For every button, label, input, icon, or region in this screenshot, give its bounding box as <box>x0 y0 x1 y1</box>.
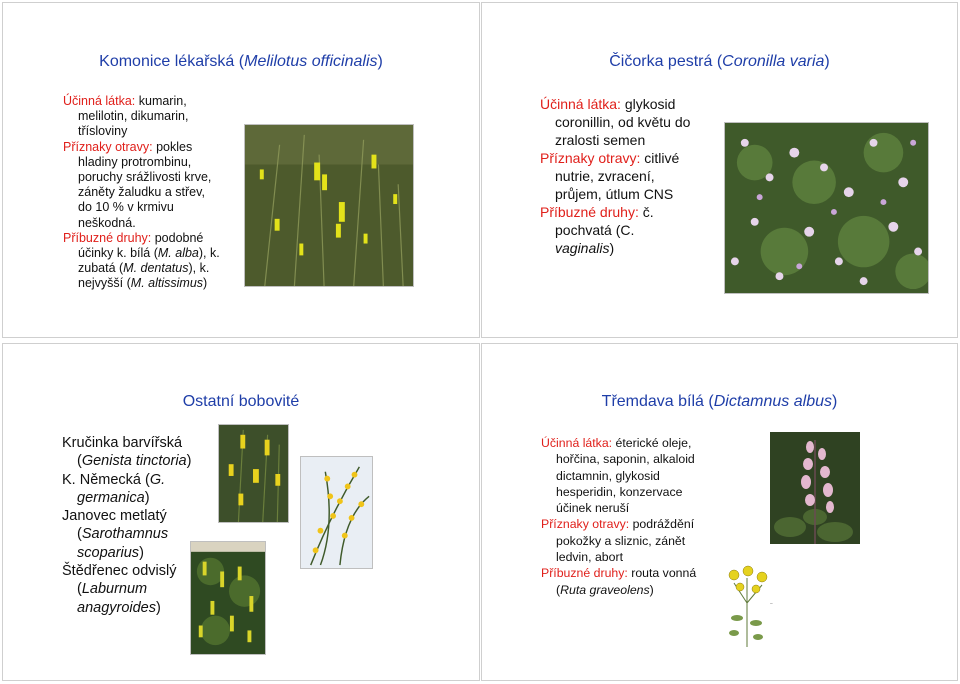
melilotus-photo <box>244 124 414 287</box>
symptoms-label: Příznaky otravy: <box>540 150 641 166</box>
symptoms-label: Příznaky otravy: <box>63 139 153 154</box>
melilotus-description: Účinná látka: kumarin, melilotin, dikumarin, třísloviny Příznaky otravy: pokles hladiny protrombinu, poruchy srážlivosti krve, záněty žaludku a střev, do 10 % v krmivu neškodná. Příbuzné druhy: podobné účinky k. bílá (M. alba), k. zubatá (M. dentatus), k. nejvyšší (M. altissimus) <box>63 94 220 291</box>
ruta-illustration <box>722 563 790 647</box>
genista-photo <box>218 424 289 523</box>
coronilla-description: Účinná látka: glykosid coronillin, od květu do zralosti semen Příznaky otravy: citlivé nutrie, zvracení, průjem, útlum CNS Příbuzné druhy: č. pochvatá (C. vaginalis) <box>540 96 691 256</box>
symptoms-label: Příznaky otravy: <box>541 517 630 532</box>
related-species-label: Příbuzné druhy: <box>63 230 152 245</box>
dictamnus-description: Účinná látka: éterické oleje, hořčina, saponin, alkaloid dictamnin, glykosid hesperidin, konzervace účinek neruší Příznaky otravy: podráždění pokožky a sliznic, zánět ledvin, abort Příbuzné druhy: routa vonná (Ruta graveolens) <box>541 436 697 597</box>
active-substance-label: Účinná látka: <box>63 94 136 108</box>
svg-text:~: ~ <box>770 602 773 607</box>
dictamnus-photo <box>770 432 860 544</box>
slide-title: Komonice lékařská (Melilotus officinalis) <box>99 53 383 70</box>
coronilla-photo <box>724 122 929 294</box>
other-legumes-list: Kručinka barvířská (Genista tinctoria) K. Německá (G. germanica) Janovec metlatý (Sarothamnus scoparius) Štědřenec odvislý (Laburnum anagyroides) <box>62 435 192 616</box>
active-substance-label: Účinná látka: <box>541 436 613 450</box>
slide-title: Třemdava bílá (Dictamnus albus) <box>601 393 838 410</box>
laburnum-photo <box>190 541 266 655</box>
slide-title: Ostatní bobovité <box>182 393 300 410</box>
related-species-label: Příbuzné druhy: <box>540 204 639 220</box>
active-substance-label: Účinná látka: <box>540 96 621 112</box>
sarothamnus-photo <box>300 456 373 569</box>
related-species-label: Příbuzné druhy: <box>541 566 628 581</box>
slide-title: Čičorka pestrá (Coronilla varia) <box>609 53 830 70</box>
